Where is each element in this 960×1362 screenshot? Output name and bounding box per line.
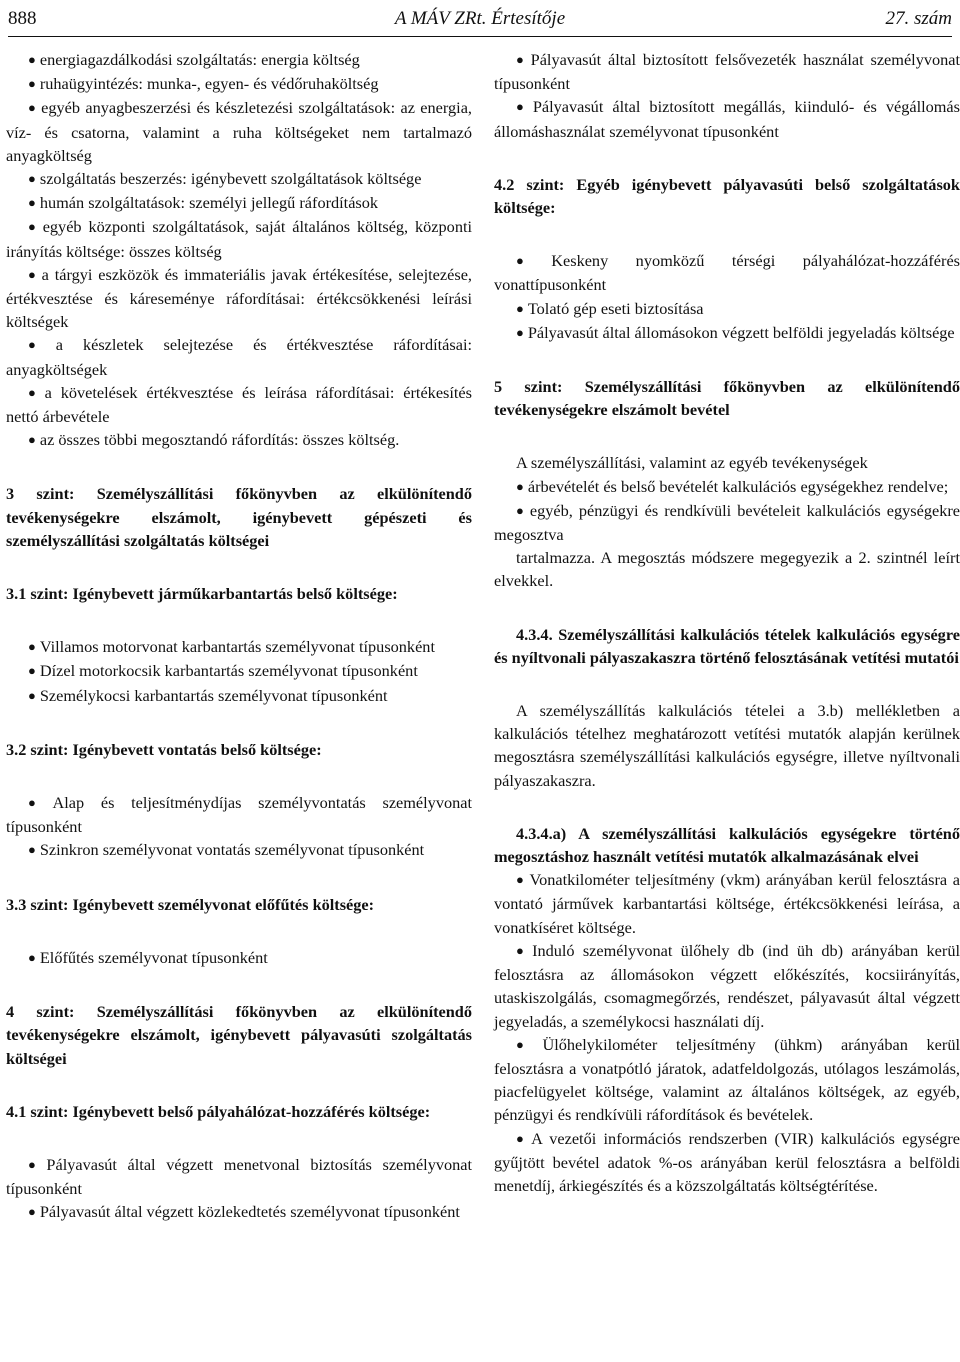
bullet-dot-icon: ● (28, 795, 49, 811)
bullet-item (6, 167, 472, 191)
bullet-text: szolgáltatás beszerzés: igénybevett szolgáltatások költsége (39, 169, 422, 189)
bullet-text: ruhaügyintézés: munka-, egyen- és védőruhaköltség (39, 74, 379, 94)
bullet-list-5 (494, 475, 960, 547)
bullet-text: a követelések értékvesztése és leírása ráfordításai: értékesítés nettó árbevétele (6, 382, 472, 427)
bullet-item (6, 635, 472, 659)
bullet-item (6, 684, 472, 708)
bullet-item (6, 263, 472, 334)
bullet-item (494, 297, 960, 321)
bullet-item (6, 96, 472, 167)
issue-number: 27. szám (885, 8, 952, 29)
bullet-text: Előfűtés személyvonat típusonként (39, 947, 268, 967)
left-column (6, 48, 472, 1225)
bullet-list-4-3-4-a (494, 868, 960, 1197)
bullet-item (6, 72, 472, 96)
heading-level-4-1: 4.1 szint: Igénybevett belső pályahálózat-hozzáférés költsége: (6, 1101, 431, 1121)
bullet-text: Vonatkilométer teljesítmény (vkm) arányában kerül felosztásra a vontató járművek karbantartási költsége, értékcsökkenési leírása, a vonatkíséret költsége. (494, 870, 960, 937)
bullet-text: Pályavasút által végzett menetvonal biztosítás személyvonat típusonként (6, 1154, 473, 1199)
bullet-list-4-2 (494, 249, 960, 345)
bullet-list-3-3 (6, 946, 472, 970)
bullet-dot-icon: ● (28, 219, 39, 235)
bullet-item (494, 499, 960, 546)
bullet-item (6, 791, 472, 838)
bullet-list-3-2 (6, 791, 472, 863)
bullet-text: humán szolgáltatások: személyi jellegű ráfordítások (39, 193, 379, 213)
bullet-dot-icon: ● (516, 1036, 539, 1052)
bullet-text: Tolató gép eseti biztosítása (527, 298, 704, 318)
bullet-dot-icon: ● (28, 949, 36, 965)
bullet-list-4-1-continued (494, 48, 960, 143)
bullet-list-3-1 (6, 635, 472, 708)
bullet-item (6, 1200, 472, 1224)
bullet-text: Pályavasút által biztosított megállás, kiinduló- és végállomás állomáshasználat személyvonat típusonként (494, 97, 960, 141)
page-header (8, 4, 952, 34)
bullet-dot-icon: ● (516, 872, 526, 888)
publication-title: A MÁV ZRt. Értesítője (394, 8, 566, 29)
bullet-dot-icon: ● (28, 266, 38, 282)
bullet-item (494, 321, 960, 345)
bullet-item (6, 381, 472, 428)
bullet-item (494, 249, 960, 296)
bullet-text: Személykocsi karbantartás személyvonat típusonként (39, 685, 388, 705)
bullet-text: Keskeny nyomközű térségi pályahálózat-hozzáférés vonattípusonként (494, 251, 960, 295)
bullet-list-4-1 (6, 1153, 472, 1225)
heading-level-3: 3 szint: Személyszállítási főkönyvben az elkülönítendő tevékenységekre elszámolt, igénybevett gépészeti és személyszállítási szolgáltatás költségei (6, 484, 472, 550)
bullet-item (6, 1153, 472, 1200)
bullet-item (6, 333, 472, 380)
bullet-item (494, 95, 960, 142)
bullet-item (494, 868, 960, 939)
bullet-dot-icon: ● (28, 76, 36, 92)
bullet-dot-icon: ● (28, 100, 38, 116)
heading-level-3-3: 3.3 szint: Igénybevett személyvonat előfűtés költsége: (6, 894, 375, 914)
header-rule (8, 36, 952, 37)
heading-level-5: 5 szint: Személyszállítási főkönyvben az elkülönítendő tevékenységekre elszámolt bevétel (494, 377, 960, 420)
bullet-item (6, 659, 472, 683)
bullet-text: Pályavasút által állomásokon végzett belföldi jegyeladás költsége (527, 322, 955, 342)
bullet-item (6, 191, 472, 215)
page-number: 888 (8, 8, 37, 29)
bullet-text: az összes többi megosztandó ráfordítás: összes költség. (39, 430, 400, 450)
bullet-dot-icon: ● (28, 1156, 43, 1172)
bullet-dot-icon: ● (28, 1204, 36, 1220)
bullet-item (6, 48, 472, 72)
heading-level-4-2: 4.2 szint: Egyéb igénybevett pályavasúti belső szolgáltatások költsége: (494, 174, 960, 218)
bullet-item (494, 1033, 960, 1127)
bullet-text: Dízel motorkocsik karbantartás személyvonat típusonként (39, 661, 418, 681)
bullet-dot-icon: ● (516, 52, 527, 67)
bullet-dot-icon: ● (516, 1130, 528, 1146)
bullet-dot-icon: ● (28, 663, 36, 679)
bullet-text: Villamos motorvonat karbantartás személyvonat típusonként (39, 637, 435, 657)
bullet-text: egyéb anyagbeszerzési és készletezési szolgáltatások: az energia, víz- és csatorna, valamint a ruha költségeket nem tartalmazó anyagköltség (6, 98, 472, 165)
bullet-item (494, 48, 960, 95)
bullet-item (494, 939, 960, 1033)
paragraph-4-3-4: A személyszállítás kalkulációs tételei a 3.b) mellékletben a kalkulációs tételhez meghatározott vetítési mutatók alapján kerülnek megosztásra személyszállítási kalkulációs egységre, illetve nyíltvonali pályaszakaszra. (494, 701, 960, 790)
bullet-dot-icon: ● (516, 324, 524, 340)
bullet-dot-icon: ● (516, 502, 526, 518)
bullet-text: A vezetői információs rendszerben (VIR) kalkulációs egységre gyűjtött bevétel adatok %-os arányában kerül felosztásra a belföldi menetdíj, árkiegészítés és a közszolgáltatás költségtérítése. (494, 1128, 960, 1195)
bullet-text: egyéb, pénzügyi és rendkívüli bevételeit kalkulációs egységekre megosztva (494, 500, 960, 545)
bullet-text: Ülőhelykilométer teljesítmény (ühkm) arányában kerül felosztásra a vonatpótló járatok, adatfeldolgozás, utólagos leszámolás, piacfelügyelet költsége, valamint az általános költségek, az egyéb, pénzügyi és rendkívüli ráfordítások és bevételek. (494, 1034, 960, 1125)
bullet-text: energiagazdálkodási szolgáltatás: energia költség (39, 50, 360, 69)
paragraph-5-end: tartalmazza. A megosztás módszere megegyezik a 2. szintnél leírt elvekkel. (494, 548, 960, 591)
bullet-dot-icon: ● (516, 99, 529, 115)
bullet-text: a tárgyi eszközök és immateriális javak értékesítése, selejtezése, értékvesztése és káreseménye ráfordításai: értékcsökkenési leírási költségek (6, 264, 472, 332)
bullet-text: Pályavasút által biztosított felsővezeték használat személyvonat típusonként (494, 50, 960, 94)
bullet-dot-icon: ● (28, 384, 41, 400)
bullet-text: árbevételét és belső bevételét kalkulációs egységekhez rendelve; (527, 476, 949, 496)
right-column (494, 48, 960, 1197)
bullet-text: Alap és teljesítménydíjas személyvontatás személyvonat típusonként (6, 793, 472, 837)
bullet-dot-icon: ● (28, 195, 36, 211)
bullet-dot-icon: ● (516, 253, 548, 269)
bullet-item (6, 946, 472, 970)
bullet-dot-icon: ● (516, 478, 524, 494)
bullet-dot-icon: ● (28, 639, 36, 655)
bullet-dot-icon: ● (28, 171, 36, 187)
bullet-text: Szinkron személyvonat vontatás személyvonat típusonként (39, 840, 425, 860)
heading-level-3-2: 3.2 szint: Igénybevett vontatás belső költsége: (6, 739, 322, 759)
bullet-item (6, 215, 472, 262)
bullet-dot-icon: ● (516, 300, 524, 316)
bullet-text: Induló személyvonat ülőhely db (ind üh db) arányában kerül felosztásra az állomásokon végzett előkészítés, kocsiirányítás, utaskiszolgálás, csomagmegőrzés, rendészet, pályavasút által végzett jegyeladás, a személykocsi használati díj. (494, 940, 960, 1031)
bullet-item (494, 1127, 960, 1198)
heading-level-4: 4 szint: Személyszállítási főkönyvben az elkülönítendő tevékenységekre elszámolt, igénybevett pályavasúti szolgáltatás költségei (6, 1002, 472, 1068)
bullet-dot-icon: ● (28, 337, 52, 353)
bullet-text: Pályavasút által végzett közlekedtetés személyvonat típusonként (39, 1202, 460, 1222)
intro-bullet-list (6, 48, 472, 452)
bullet-text: a készletek selejtezése és értékvesztése ráfordításai: anyagköltségek (6, 335, 473, 379)
bullet-dot-icon: ● (28, 52, 36, 67)
bullet-dot-icon: ● (28, 687, 36, 703)
bullet-dot-icon: ● (516, 942, 529, 958)
bullet-item (6, 428, 472, 452)
bullet-dot-icon: ● (28, 842, 36, 858)
heading-4-3-4: 4.3.4. Személyszállítási kalkulációs tételek kalkulációs egységre és nyíltvonali pályaszakaszra történő felosztásának vetítési mutatói (494, 624, 960, 667)
paragraph-5-intro: A személyszállítási, valamint az egyéb tevékenységek (516, 453, 868, 473)
bullet-item (494, 475, 960, 499)
heading-level-3-1: 3.1 szint: Igénybevett járműkarbantartás belső költsége: (6, 584, 398, 604)
bullet-item (6, 838, 472, 862)
bullet-text: egyéb központi szolgáltatások, saját általános költség, központi irányítás költsége: összes költség (6, 217, 473, 261)
heading-4-3-4-a: 4.3.4.a) A személyszállítási kalkulációs egységekre történő megosztáshoz használt vetítési mutatók alkalmazásának elvei (494, 823, 960, 867)
bullet-dot-icon: ● (28, 432, 36, 448)
